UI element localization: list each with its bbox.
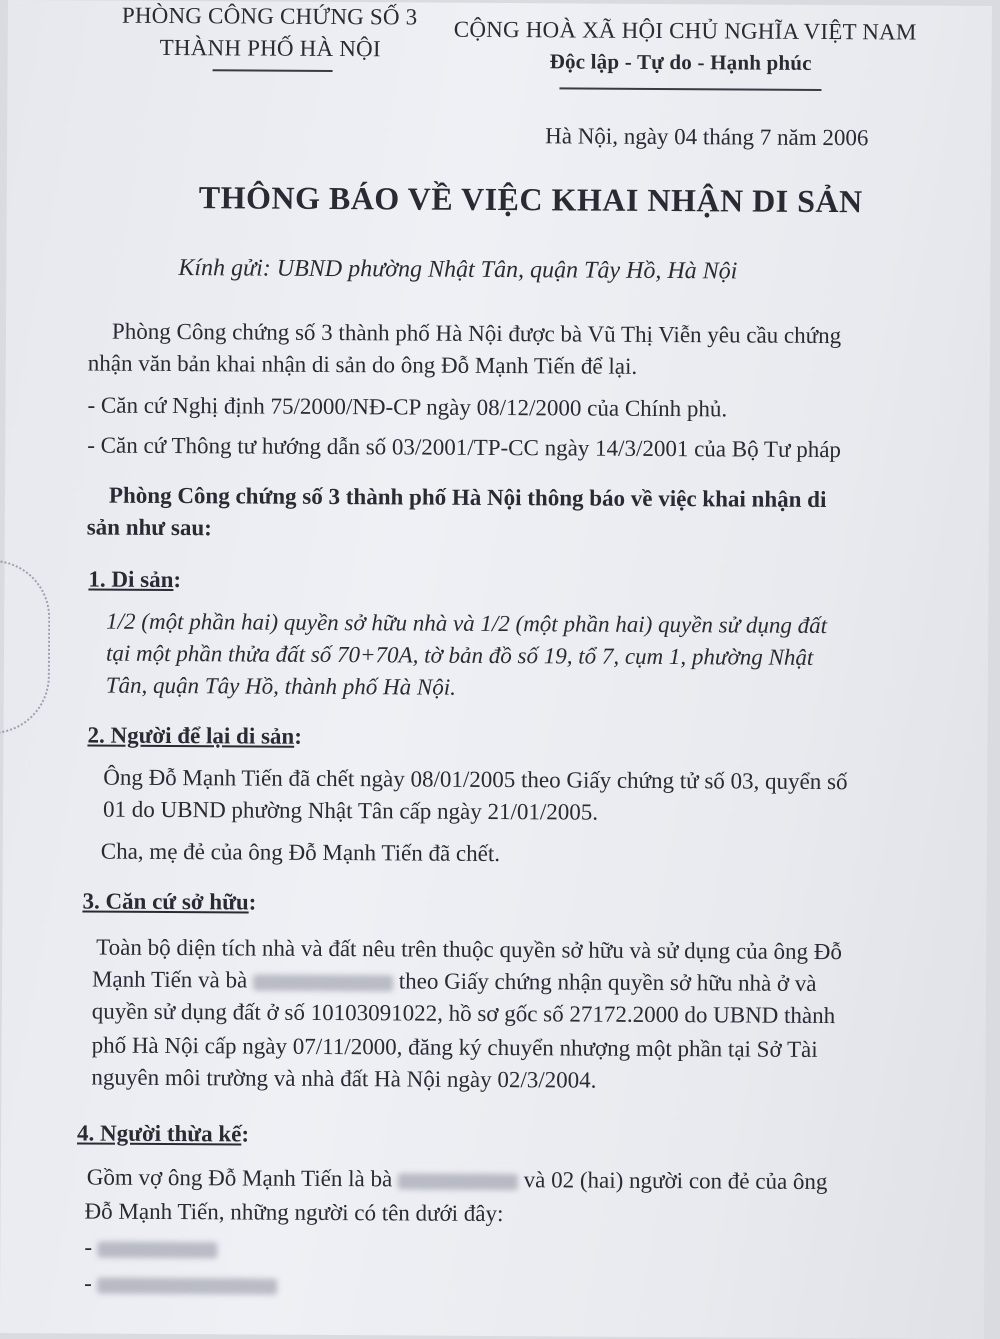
section-4-line-1b: và 02 (hai) người con đẻ của ông xyxy=(523,1167,828,1195)
section-3-line-4: phố Hà Nội cấp ngày 07/11/2000, đăng ký chuyển nhượng một phần tại Sở Tài xyxy=(91,1032,818,1062)
header-left-rule xyxy=(213,69,333,71)
section-4-line-2: Đỗ Mạnh Tiến, những người có tên dưới đây: xyxy=(84,1198,504,1227)
announce-line-2: sản như sau: xyxy=(86,514,212,541)
redacted-name-2 xyxy=(398,1173,518,1190)
section-2-heading-text: 2. Người để lại di sản xyxy=(87,722,295,749)
office-city: THÀNH PHỐ HÀ NỘI xyxy=(159,34,381,62)
header-right-rule xyxy=(559,87,821,90)
recipient-line: Kính gửi: UBND phường Nhật Tân, quận Tây Hồ, Hà Nội xyxy=(178,255,738,285)
date-line: Hà Nội, ngày 04 tháng 7 năm 2006 xyxy=(545,123,869,151)
section-3-line-2a: Mạnh Tiến và bà xyxy=(91,966,248,993)
section-3-heading-text: 3. Căn cứ sở hữu xyxy=(82,888,249,915)
section-4-line-1 xyxy=(87,1165,828,1196)
section-3-line-1: Toàn bộ diện tích nhà và đất nêu trên thuộc quyền sở hữu và sử dụng của ông Đỗ xyxy=(96,934,843,965)
redacted-heir-2 xyxy=(98,1277,278,1294)
section-2-line-1: Ông Đỗ Mạnh Tiến đã chết ngày 08/01/2005 theo Giấy chứng tử số 03, quyển số xyxy=(103,764,848,795)
intro-line-2: nhận văn bản khai nhận di sản do ông Đỗ Mạnh Tiến để lại. xyxy=(87,350,638,379)
official-seal-stamp xyxy=(0,560,51,734)
legal-basis-1: - Căn cứ Nghị định 75/2000/NĐ-CP ngày 08/12/2000 của Chính phủ. xyxy=(87,392,728,422)
section-3-line-5: nguyên môi trường và nhà đất Hà Nội ngày 02/3/2004. xyxy=(91,1064,597,1093)
announce-line-1: Phòng Công chứng số 3 thành phố Hà Nội thông báo về việc khai nhận di xyxy=(108,482,827,513)
section-3-line-2 xyxy=(92,967,817,997)
country-name: CỘNG HOÀ XÃ HỘI CHỦ NGHĨA VIỆT NAM xyxy=(453,16,917,45)
section-1-line-1: 1/2 (một phần hai) quyền sở hữu nhà và 1/2 (một phần hai) quyền sử dụng đất xyxy=(106,608,828,639)
section-1-heading-text: 1. Di sản xyxy=(88,566,174,593)
section-4-heading-text: 4. Người thừa kế xyxy=(77,1120,242,1147)
section-4-heading: 4. Người thừa kế: xyxy=(77,1120,250,1147)
section-2-line-3: Cha, mẹ đẻ của ông Đỗ Mạnh Tiến đã chết. xyxy=(100,838,501,867)
heir-item-2-dash: - xyxy=(84,1270,92,1296)
legal-basis-2: - Căn cứ Thông tư hướng dẫn số 03/2001/TP-CC ngày 14/3/2001 của Bộ Tư pháp xyxy=(87,432,842,463)
section-3-line-2b: theo Giấy chứng nhận quyền sở hữu nhà ở và xyxy=(398,968,817,996)
redacted-heir-1 xyxy=(98,1241,218,1258)
heir-item-1-dash: - xyxy=(84,1234,93,1260)
intro-line-1: Phòng Công chứng số 3 thành phố Hà Nội được bà Vũ Thị Viễn yêu cầu chứng xyxy=(111,318,842,349)
office-name: PHÒNG CÔNG CHỨNG SỐ 3 xyxy=(121,2,418,30)
heir-item-2 xyxy=(84,1270,278,1297)
section-3-heading: 3. Căn cứ sở hữu: xyxy=(82,888,257,915)
redacted-name-1 xyxy=(253,974,393,991)
section-1-line-2: tại một phần thửa đất số 70+70A, tờ bản đồ số 19, tổ 7, cụm 1, phường Nhật xyxy=(105,640,814,670)
section-4-line-1a: Gồm vợ ông Đỗ Mạnh Tiến là bà xyxy=(86,1164,393,1192)
section-2-heading: 2. Người để lại di sản: xyxy=(87,722,303,749)
heir-item-1 xyxy=(84,1234,218,1261)
national-motto: Độc lập - Tự do - Hạnh phúc xyxy=(549,49,812,75)
section-3-line-3: quyền sử dụng đất ở số 10103091022, hồ sơ gốc số 27172.2000 do UBND thành xyxy=(91,998,836,1029)
document-title: THÔNG BÁO VỀ VIỆC KHAI NHẬN DI SẢN xyxy=(198,179,863,220)
section-2-line-2: 01 do UBND phường Nhật Tân cấp ngày 21/01/2005. xyxy=(102,796,599,825)
section-1-line-3: Tân, quận Tây Hồ, thành phố Hà Nội. xyxy=(105,672,457,700)
section-1-heading: 1. Di sản: xyxy=(88,566,182,593)
